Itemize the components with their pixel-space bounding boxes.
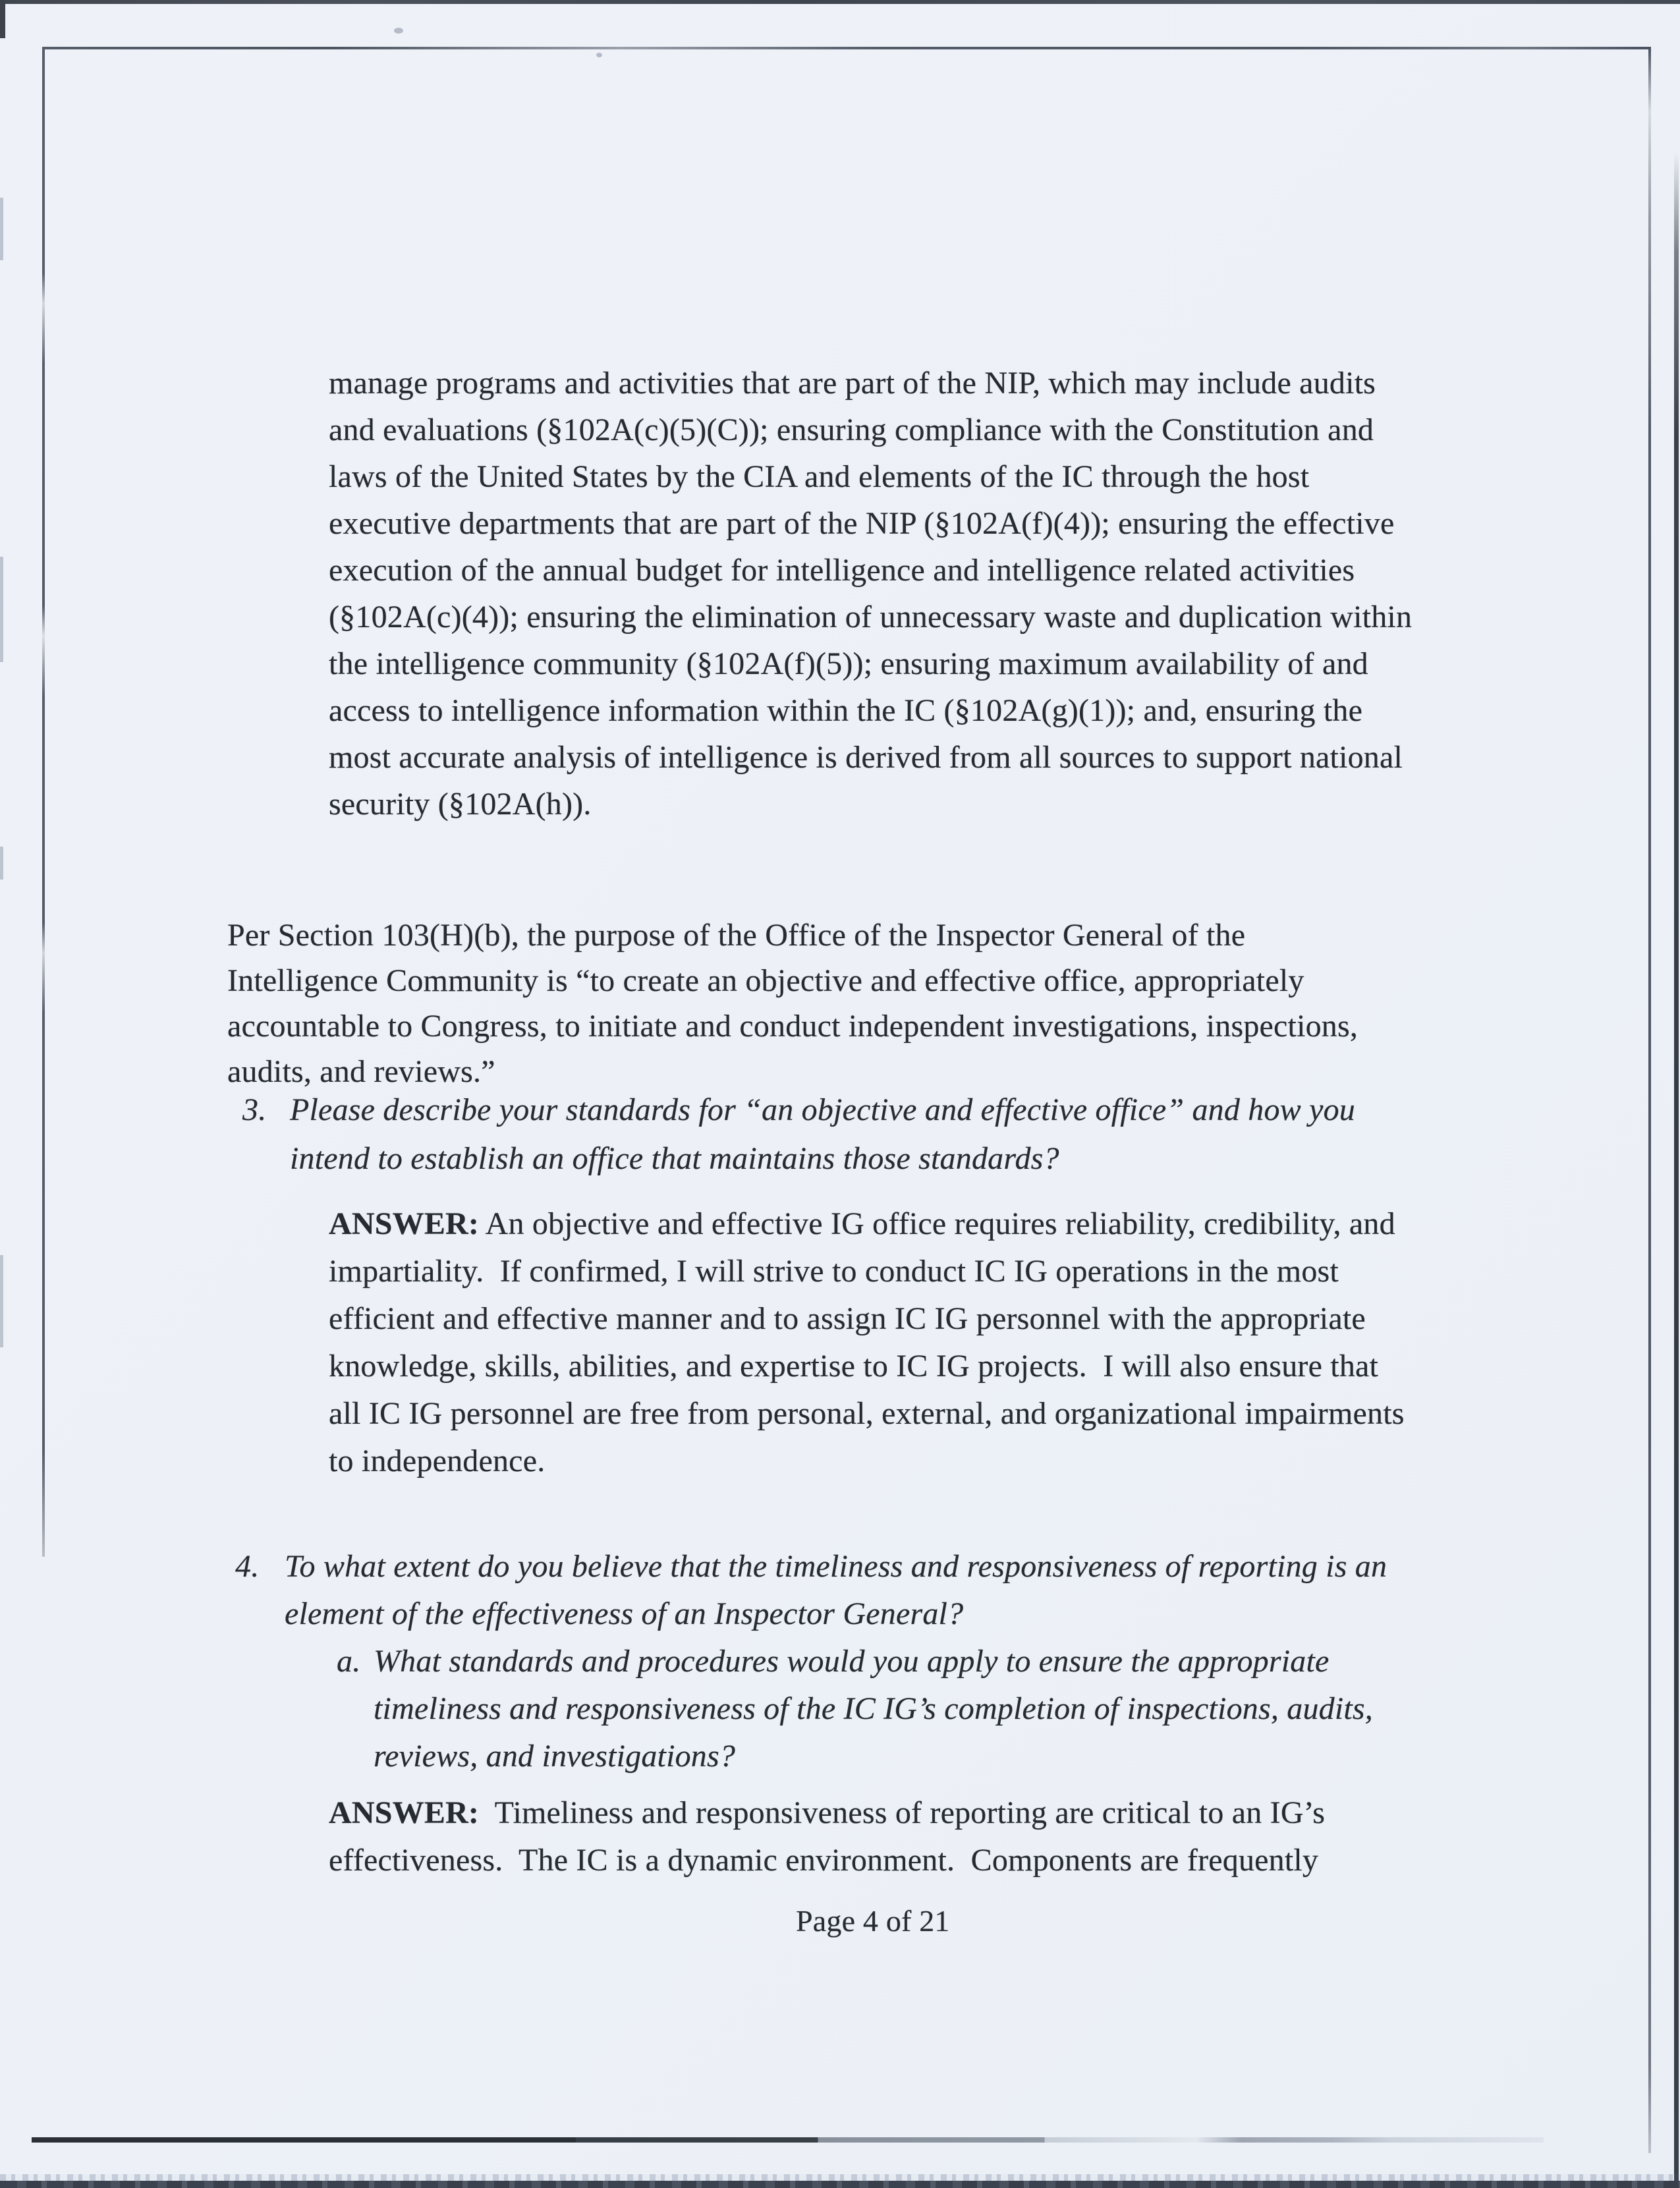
scan-speck [394, 28, 403, 34]
text-line: executive departments that are part of the NIP (§102A(f)(4)); ensuring the effective [329, 506, 1395, 541]
text-line: reviews, and investigations? [374, 1739, 736, 1774]
frame-line-left [42, 47, 45, 1557]
question-4-number: 4. [235, 1549, 260, 1584]
text-line: security (§102A(h)). [329, 787, 592, 822]
text-line: manage programs and activities that are part of the NIP, which may include audits [329, 366, 1376, 401]
footer-text: Page 4 of 21 [796, 1904, 950, 1938]
text-line: laws of the United States by the CIA and elements of the IC through the host [329, 459, 1310, 494]
bottom-rule [32, 2137, 1544, 2143]
answer-label: ANSWER: [329, 1206, 480, 1241]
paragraph-section-103hb [227, 912, 1358, 1094]
frame-line-top [43, 47, 1651, 49]
answer-3 [329, 1200, 1405, 1485]
text-line: knowledge, skills, abilities, and expertise to IC IG projects. I will also ensure that [329, 1349, 1379, 1384]
text-line: execution of the annual budget for intelligence and intelligence related activities [329, 553, 1355, 588]
text-line: ANSWER: Timeliness and responsiveness of reporting are critical to an IG’s [329, 1795, 1326, 1830]
text-line: element of the effectiveness of an Inspector General? [285, 1596, 964, 1631]
text-line: and evaluations (§102A(c)(5)(C)); ensuring compliance with the Constitution and [329, 412, 1374, 447]
question-4a-letter: a. [337, 1644, 361, 1679]
page-number-footer [796, 1897, 950, 1944]
text-line: audits, and reviews.” [227, 1054, 495, 1089]
text-line: all IC IG personnel are free from personal, external, and organizational impairments [329, 1396, 1405, 1431]
scan-left-edge [0, 0, 5, 38]
question-4 [235, 1543, 1387, 1638]
scan-left-mark [0, 198, 3, 260]
text-line: to independence. [329, 1444, 546, 1478]
text-line: efficient and effective manner and to assign IC IG personnel with the appropriate [329, 1301, 1366, 1336]
scan-left-mark [0, 1255, 3, 1347]
scan-right-edge [1674, 152, 1679, 2188]
text-line: timeliness and responsiveness of the IC IG’s completion of inspections, audits, [374, 1691, 1373, 1726]
scan-top-edge [0, 0, 1680, 4]
paragraph-statutory-duties [329, 360, 1412, 828]
scan-left-mark [0, 847, 3, 880]
text-line: most accurate analysis of intelligence is derived from all sources to support national [329, 740, 1403, 775]
text-line: What standards and procedures would you apply to ensure the appropriate [374, 1644, 1330, 1679]
answer-4 [329, 1789, 1325, 1884]
scan-left-mark [0, 557, 3, 662]
text-line: the intelligence community (§102A(f)(5)); ensuring maximum availability of and [329, 646, 1368, 681]
question-4a [337, 1638, 1373, 1780]
question-3-number: 3. [242, 1092, 267, 1127]
text-line: access to intelligence information within the IC (§102A(g)(1)); and, ensuring the [329, 693, 1363, 728]
text-line: To what extent do you believe that the timeliness and responsiveness of reporting is an [285, 1549, 1387, 1584]
text-line: ANSWER: An objective and effective IG office requires reliability, credibility, and [329, 1206, 1395, 1241]
text-line: (§102A(c)(4)); ensuring the elimination of unnecessary waste and duplication within [329, 600, 1413, 634]
scan-speck [596, 53, 602, 57]
frame-line-right [1648, 48, 1651, 2153]
text-line: accountable to Congress, to initiate and conduct independent investigations, inspections, [227, 1009, 1358, 1044]
text-line: impartiality. If confirmed, I will strive to conduct IC IG operations in the most [329, 1254, 1339, 1289]
text-line: Please describe your standards for “an objective and effective office” and how you [290, 1092, 1355, 1127]
text-line: effectiveness. The IC is a dynamic environment. Components are frequently [329, 1843, 1319, 1878]
text-line: Per Section 103(H)(b), the purpose of the Office of the Inspector General of the [227, 918, 1246, 953]
question-3 [242, 1086, 1355, 1183]
scan-bottom-edge [0, 2181, 1680, 2188]
answer-label: ANSWER: [329, 1795, 480, 1830]
text-line: intend to establish an office that maintains those standards? [290, 1141, 1059, 1176]
text-line: Intelligence Community is “to create an objective and effective office, appropriately [227, 963, 1304, 998]
